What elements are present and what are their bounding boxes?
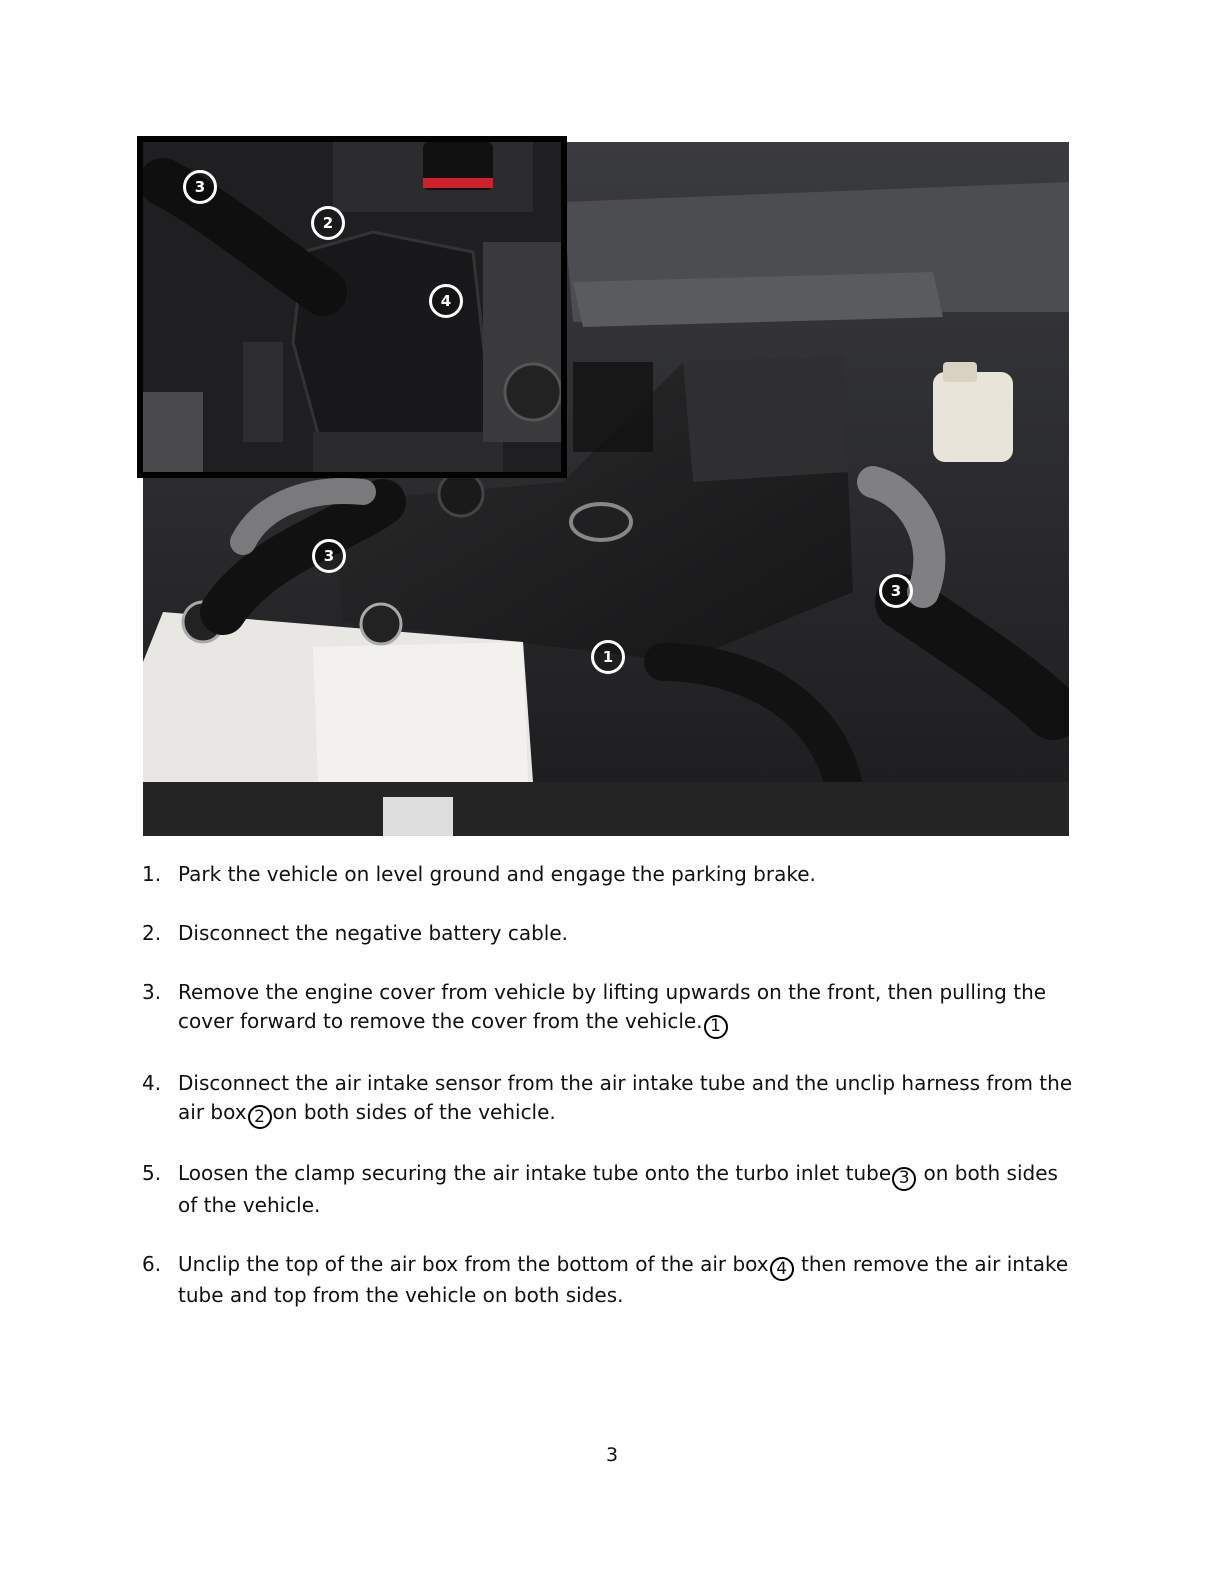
step-number: 4. xyxy=(142,1070,162,1095)
step-text: Park the vehicle on level ground and engage the parking brake. xyxy=(178,862,816,886)
step-text-after: on both sides of the vehicle. xyxy=(178,1161,1058,1217)
step-item xyxy=(142,919,1077,948)
step-number: 1. xyxy=(142,862,162,886)
step-text: Loosen the clamp securing the air intake tube onto the turbo inlet tube xyxy=(178,1161,892,1185)
callout-reference: 2 xyxy=(248,1105,272,1129)
step-number: 5. xyxy=(142,1161,162,1185)
step-text-after: then remove the air intake tube and top from the vehicle on both sides. xyxy=(178,1251,1069,1307)
step-text: Disconnect the air intake sensor from the air intake tube and the unclip harness from the air box xyxy=(178,1070,1073,1124)
step-item xyxy=(142,1069,1077,1130)
step-text-after: on both sides of the vehicle. xyxy=(272,1099,556,1124)
callout-reference: 3 xyxy=(892,1167,916,1191)
callout-2-intake-sensor: 2 xyxy=(311,206,345,240)
step-item xyxy=(142,860,1077,889)
step-text: Disconnect the negative battery cable. xyxy=(178,921,568,945)
callout-3-inset-intake-clamp: 3 xyxy=(183,170,217,204)
step-text: Remove the engine cover from vehicle by lifting upwards on the front, then pulling the cover forward to remove the cover from the vehicle. xyxy=(178,980,1047,1033)
callout-4-air-box: 4 xyxy=(429,284,463,318)
air-box-inset-photo xyxy=(137,136,567,478)
step-number: 2. xyxy=(142,921,162,945)
step-item xyxy=(142,1159,1077,1220)
step-item xyxy=(142,978,1077,1039)
instruction-steps xyxy=(142,860,1077,1340)
step-text: Unclip the top of the air box from the bottom of the air box xyxy=(178,1251,769,1276)
page-number: 3 xyxy=(605,1444,619,1466)
callout-reference: 4 xyxy=(770,1257,794,1281)
step-item xyxy=(142,1250,1077,1311)
callout-3-right-intake-clamp: 3 xyxy=(879,574,913,608)
step-number: 6. xyxy=(142,1251,162,1276)
callout-3-left-intake-clamp: 3 xyxy=(312,539,346,573)
callout-1-engine-cover: 1 xyxy=(591,640,625,674)
callout-reference: 1 xyxy=(704,1015,728,1039)
step-number: 3. xyxy=(142,980,162,1004)
